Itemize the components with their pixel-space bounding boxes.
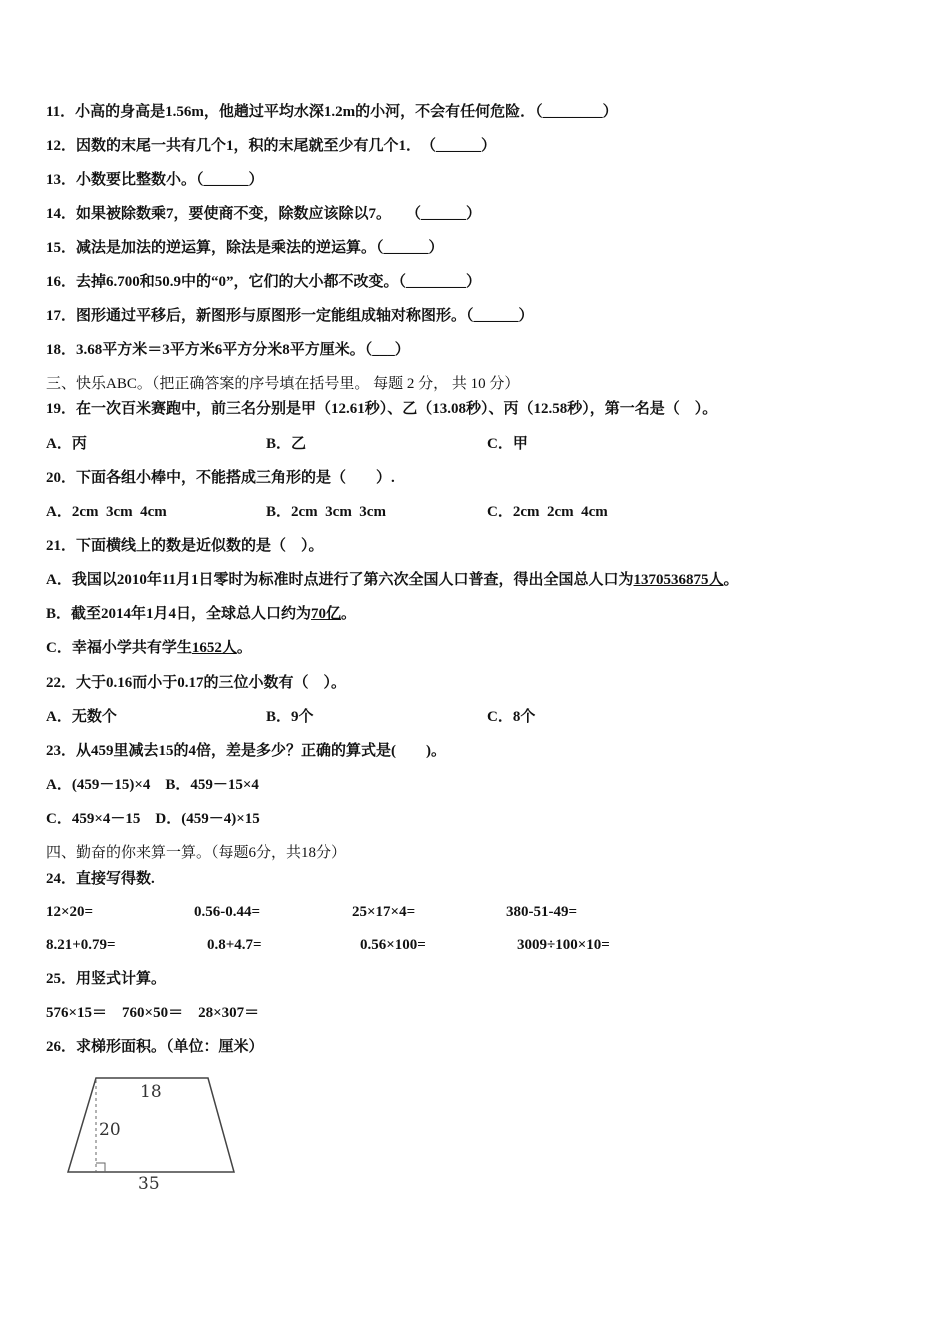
q21-option-a (46, 571, 739, 589)
q21-c-text: C．幸福小学共有学生 (46, 640, 192, 656)
question-23: 23．从459里减去15的4倍，差是多少？正确的算式是( )。 (46, 743, 446, 759)
q21-b-underlined: 70亿 (311, 606, 342, 622)
q21-option-b (46, 605, 356, 623)
top-base-label: 18 (140, 1082, 162, 1102)
section-4-heading: 四、勤奋的你来算一算。（每题6分，共18分） (46, 845, 347, 861)
q22-option-b: B．9个 (266, 709, 314, 725)
question-19: 19．在一次百米赛跑中，前三名分别是甲（12.61秒）、乙（13.08秒）、丙（12.58秒），第一名是（ ）。 (46, 401, 718, 417)
q21-b-end: 。 (341, 606, 357, 622)
q21-c-underlined: 1652人 (191, 640, 237, 656)
question-20: 20．下面各组小棒中，不能搭成三角形的是（ ）. (46, 470, 395, 486)
q19-option-c: C．甲 (487, 436, 528, 452)
question-12: 12．因数的末尾一共有几个1，积的末尾就至少有几个1． （______） (46, 138, 497, 154)
question-11: 11．小高的身高是1.56m，他趟过平均水深1.2m的小河，不会有任何危险．（________） (46, 104, 618, 120)
q21-a-end: 。 (723, 572, 739, 588)
q21-c-end: 。 (236, 640, 252, 656)
calc-item: 0.8+4.7= (207, 937, 262, 953)
question-15: 15．减法是加法的逆运算，除法是乘法的逆运算。（______） (46, 240, 444, 256)
q22-option-c: C．8个 (487, 709, 536, 725)
q21-a-text: A．我国以2010年11月1日零时为标准时点进行了第六次全国人口普查，得出全国总人口为 (46, 572, 634, 588)
bottom-base-label: 35 (138, 1174, 160, 1194)
height-label: 20 (99, 1120, 121, 1140)
calc-item: 380-51-49= (506, 904, 578, 920)
calc-item: 8.21+0.79= (46, 937, 116, 953)
question-18: 18．3.68平方米＝3平方米6平方分米8平方厘米。（___） (46, 342, 410, 358)
q20-option-c: C．2cm 2cm 4cm (487, 504, 608, 520)
calc-item: 0.56×100= (360, 937, 426, 953)
calc-item: 12×20= (46, 904, 94, 920)
q19-option-a: A．丙 (46, 436, 87, 452)
q21-b-text: B．截至2014年1月4日，全球总人口约为 (46, 606, 312, 622)
question-21: 21．下面横线上的数是近似数的是（ ）。 (46, 538, 324, 554)
question-24: 24．直接写得数. (46, 871, 155, 887)
calc-item: 0.56-0.44= (194, 904, 261, 920)
q21-a-underlined: 1370536875人 (633, 572, 724, 588)
question-14: 14．如果被除数乘7，要使商不变，除数应该除以7。 （______） (46, 206, 482, 222)
q23-options-ab: A．(459－15)×4 B．459－15×4 (46, 777, 259, 793)
trapezoid-figure (60, 1072, 250, 1197)
question-25: 25．用竖式计算。 (46, 971, 167, 987)
calc-item: 3009÷100×10= (517, 937, 610, 953)
question-26: 26．求梯形面积。（单位：厘米） (46, 1039, 264, 1055)
question-22: 22．大于0.16而小于0.17的三位小数有（ ）。 (46, 675, 347, 691)
question-17: 17．图形通过平移后，新图形与原图形一定能组成轴对称图形。（______） (46, 308, 534, 324)
q20-option-a: A．2cm 3cm 4cm (46, 504, 167, 520)
q25-items: 576×15＝ 760×50＝ 28×307＝ (46, 1005, 260, 1021)
q21-option-c (46, 639, 252, 657)
q19-option-b: B．乙 (266, 436, 307, 452)
section-3-heading: 三、快乐ABC。（把正确答案的序号填在括号里。 每题 2 分， 共 10 分） (46, 376, 520, 392)
q20-option-b: B．2cm 3cm 3cm (266, 504, 386, 520)
q22-option-a: A．无数个 (46, 709, 117, 725)
calc-item: 25×17×4= (352, 904, 416, 920)
q23-options-cd: C．459×4－15 D．(459－4)×15 (46, 811, 260, 827)
question-13: 13．小数要比整数小。（______） (46, 172, 264, 188)
question-16: 16．去掉6.700和50.9中的“0”，它们的大小都不改变。（________） (46, 274, 482, 290)
